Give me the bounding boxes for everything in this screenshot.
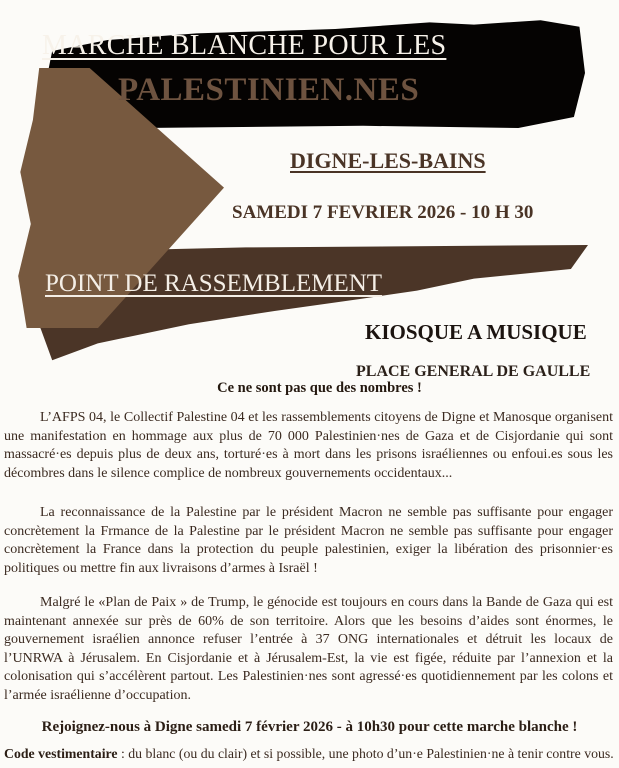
rally-point-venue: KIOSQUE A MUSIQUE (365, 320, 587, 344)
paragraph-2-text: La reconnaissance de la Palestine par le président Macron ne semble pas suffisante pour engager concrètement la Frmance de la Palestine par le président Macron ne semble pas suffisante pour engager concrètement la France dans la protection du peuple palestinien, exiger la libération des prisonnier·es politiques ou mettre fin aux livraisons d’armes à Israël ! (4, 505, 613, 576)
paragraph-3 (4, 594, 613, 706)
dress-code-text: : du blanc (ou du clair) et si possible, une photo d’un·e Palestinien·ne à tenir contre vous. (117, 746, 614, 761)
rally-point-heading: POINT DE RASSEMBLEMENT (45, 270, 383, 297)
call-to-action: Rejoignez-nous à Digne samedi 7 février 2026 - à 10h30 pour cette marche blanche ! (41, 719, 578, 735)
dress-code (4, 746, 616, 762)
dress-code-label: Code vestimentaire (4, 746, 118, 761)
paragraph-2 (4, 504, 613, 578)
paragraph-1 (4, 409, 613, 483)
event-date-time: SAMEDI 7 FEVRIER 2026 - 10 H 30 (232, 202, 534, 223)
paragraph-1-text: L’AFPS 04, le Collectif Palestine 04 et les rassemblements citoyens de Digne et Manosque organisent une manifestation en hommage aux plus de 70 000 Palestinien·nes de Gaza et de Cisjordanie qui sont massacré·es depuis plus de deux ans, torturé·es à mort dans les prisons israéliennes ou enfoui.es sous les décombres dans le silence complice de nombreux gouvernements occidentaux... (4, 410, 613, 481)
event-city: DIGNE-LES-BAINS (290, 148, 486, 173)
poster-title-line2: PALESTINIEN.NES (118, 72, 420, 108)
paragraph-3-text: Malgré le «Plan de Paix » de Trump, le génocide est toujours en cours dans la Bande de Gaza qui est maintenant annexée sur près de 60% de son territoire. Alors que les besoins d’aides sont énormes, le gouvernement israélien annonce refuser l’entrée à 37 ONG internationales et détruit les locaux de l’UNRWA à Jérusalem. En Cisjordanie et à Jérusalem-Est, la vie est figée, réduite par l’annexion et la colonisation qui s’accélèrent partout. Les Palestinien·nes sont agressé·es quotidiennement par les colons et l’armée israélienne d’occupation. (4, 595, 613, 703)
poster-title-line1: MARCHE BLANCHE POUR LES (42, 30, 447, 61)
rally-point-square: PLACE GENERAL DE GAULLE (356, 363, 591, 380)
subtitle: Ce ne sont pas que des nombres ! (217, 380, 422, 396)
